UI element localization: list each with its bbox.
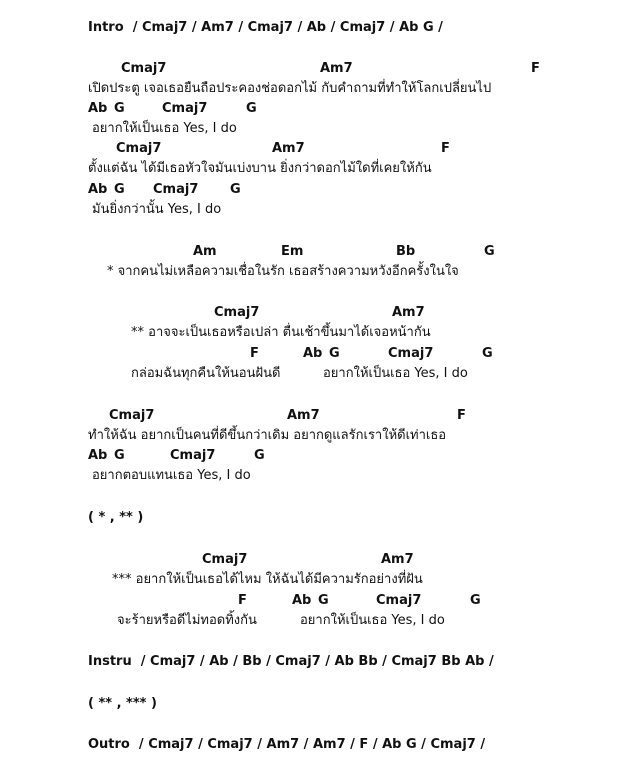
chord: G [318,593,329,608]
chord: Cmaj7 [376,593,422,608]
chord: Am [193,244,217,259]
chord: Cmaj7 [121,61,167,76]
chord: Ab [88,448,108,463]
chord: G [470,593,481,608]
chord: G [114,448,125,463]
chord: F [441,141,450,156]
chord: G [230,182,241,197]
chord: Cmaj7 [116,141,162,156]
chord: G [482,346,493,361]
repeat-marker: ( ** , *** ) [88,696,157,711]
intro-line: Intro / Cmaj7 / Am7 / Cmaj7 / Ab / Cmaj7 / Ab G / [88,20,443,35]
chord: Cmaj7 [170,448,216,463]
chord: Ab [88,101,108,116]
chord: Cmaj7 [162,101,208,116]
chord: F [457,408,466,423]
lyric-line: อยากให้เป็นเธอ Yes, I do [300,613,445,628]
chord: Ab [303,346,323,361]
lyric-line: อยากให้เป็นเธอ Yes, I do [323,366,468,381]
lyric-line: * จากคนไม่เหลือความเชื่อในรัก เธอสร้างความหวังอีกครั้งในใจ [107,264,459,279]
lyric-line: อยากให้เป็นเธอ Yes, I do [92,121,237,136]
outro-line: Outro / Cmaj7 / Cmaj7 / Am7 / Am7 / F / Ab G / Cmaj7 / [88,737,486,752]
chord: Am7 [320,61,353,76]
chord: Cmaj7 [202,552,248,567]
chord: Cmaj7 [109,408,155,423]
lyric-line: มันยิ่งกว่านั้น Yes, I do [92,202,222,217]
chord: G [329,346,340,361]
instru-line: Instru / Cmaj7 / Ab / Bb / Cmaj7 / Ab Bb / Cmaj7 Bb Ab / [88,654,494,669]
lyric-line: *** อยากให้เป็นเธอได้ไหม ให้ฉันได้มีความรักอย่างที่ฝัน [112,572,423,587]
chord: G [114,182,125,197]
chord: G [254,448,265,463]
chord: F [238,593,247,608]
chord: F [250,346,259,361]
chord: Am7 [392,305,425,320]
chord: F [531,61,540,76]
lyric-line: ตั้งแต่ฉัน ได้มีเธอหัวใจมันเบ่งบาน ยิ่งกว่าดอกไม้ใดที่เคยให้กัน [88,161,432,176]
lyric-line: จะร้ายหรือดีไม่ทอดทิ้งกัน [117,613,257,628]
lyric-line: ** อาจจะเป็นเธอหรือเปล่า ตื่นเช้าขึ้นมาได้เจอหน้ากัน [131,325,431,340]
chord: Am7 [287,408,320,423]
chord: Cmaj7 [214,305,260,320]
chord: G [114,101,125,116]
repeat-marker: ( * , ** ) [88,510,144,525]
chord: Cmaj7 [388,346,434,361]
lyric-line: ทำให้ฉัน อยากเป็นคนที่ดีขึ้นกว่าเดิม อยากดูแลรักเราให้ดีเท่าเธอ [88,428,447,443]
chord: Em [281,244,304,259]
chord: Bb [396,244,416,259]
lyric-line: อยากตอบแทนเธอ Yes, I do [92,468,251,483]
chord: Ab [88,182,108,197]
chord: G [246,101,257,116]
chord: Ab [292,593,312,608]
chord: Am7 [272,141,305,156]
chord: Cmaj7 [153,182,199,197]
lyric-line: เปิดประตู เจอเธอยืนถือประคองช่อดอกไม้ กับคำถามที่ทำให้โลกเปลี่ยนไป [88,81,492,96]
chord: G [484,244,495,259]
lyric-line: กล่อมฉันทุกคืนให้นอนฝันดี [131,366,281,381]
chord: Am7 [381,552,414,567]
